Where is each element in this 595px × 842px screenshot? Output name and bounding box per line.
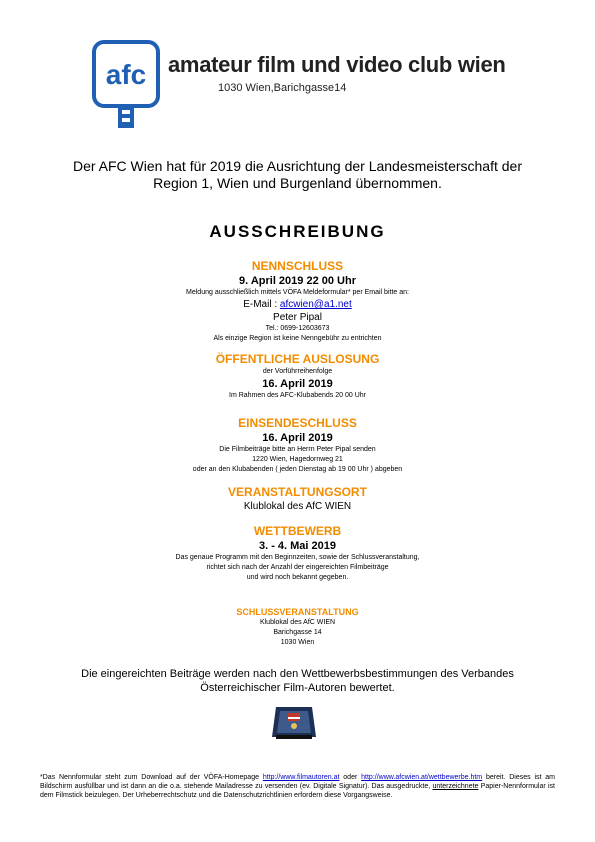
section-wettbewerb — [0, 524, 595, 583]
nennschluss-note: Als einzige Region ist keine Nenngebühr zu entrichten — [213, 335, 382, 342]
contact-tel: Tel.: 0699-12603673 — [265, 325, 330, 332]
wettbewerb-line-1: Das genaue Programm mit den Beginnzeiten, sowie der Schlussveranstaltung, — [175, 554, 420, 561]
veranstaltungsort-heading: VERANSTALTUNGSORT — [228, 485, 367, 499]
closing-line-1: Die eingereichten Beiträge werden nach den Wettbewerbsbestimmungen des Verbandes — [81, 668, 514, 680]
link-afcwien-wettbewerbe[interactable]: http://www.afcwien.at/wettbewerbe.htm — [361, 774, 483, 781]
afc-logo — [92, 40, 162, 130]
section-einsendeschluss — [0, 416, 595, 475]
wettbewerb-heading: WETTBEWERB — [253, 524, 342, 538]
club-name: amateur film und video club wien — [168, 52, 506, 77]
einsendeschluss-line-2: 1220 Wien, Hagedornweg 21 — [252, 456, 343, 463]
schluss-line-1: Klublokal des AfC WIEN — [259, 619, 336, 626]
section-auslosung — [0, 352, 595, 401]
nennschluss-heading: NENNSCHLUSS — [251, 259, 344, 273]
page-title: AUSSCHREIBUNG — [209, 222, 386, 241]
auslosung-note: Im Rahmen des AFC-Klubabends 20 00 Uhr — [229, 392, 366, 399]
section-schlussveranstaltung — [0, 606, 595, 648]
wettbewerb-date: 3. - 4. Mai 2019 — [258, 540, 337, 552]
section-veranstaltungsort — [0, 485, 595, 513]
wettbewerb-line-3: und wird noch bekannt gegeben. — [246, 574, 349, 581]
footnote-text-4: Papier-Nennformular ist dem Filmstick beizulegen. Der Urheberrechtschutz und die Datenschutzrichtlinien erfordern diese Vorgangsweise. — [40, 783, 555, 799]
wettbewerb-line-2: richtet sich nach der Anzahl der eingereichten Filmbeiträge — [206, 564, 389, 571]
auslosung-heading: ÖFFENTLICHE AUSLOSUNG — [215, 352, 380, 366]
closing-text — [40, 667, 555, 695]
nennschluss-date: 9. April 2019 22 00 Uhr — [239, 275, 356, 287]
intro-line-2: Region 1, Wien und Burgenland übernommen. — [153, 175, 442, 191]
logo-text: afc — [105, 59, 147, 90]
link-filmautoren[interactable]: http://www.filmautoren.at — [262, 774, 340, 781]
einsendeschluss-date: 16. April 2019 — [262, 432, 333, 444]
email-link[interactable]: afcwien@a1.net — [279, 299, 352, 310]
einsendeschluss-line-3: oder an den Klubabenden ( jeden Dienstag ab 19 00 Uhr ) abgeben — [192, 466, 403, 473]
email-line — [0, 298, 595, 311]
nennschluss-info: Meldung ausschließlich mittels VÖFA Meldeformular* per Email bitte an: — [186, 289, 409, 296]
schluss-line-3: 1030 Wien — [280, 639, 315, 646]
footnote-text-1: *Das Nennformular steht zum Download auf der VÖFA-Homepage — [40, 774, 263, 781]
footnote-underlined: unterzeichnete — [432, 783, 479, 790]
closing-line-2: Österreichischer Film-Autoren bewertet. — [200, 682, 395, 694]
footnote-text-3: bereit. Dieses ist am Bildschirm ausfüllbar und ist dann an die o.a. stehende Mailadresse zu versenden (ev. Digitale Signatur). Das ausgedruckte, — [40, 774, 556, 790]
einsendeschluss-line-1: Die Filmbeiträge bitte an Herrn Peter Pipal senden — [219, 446, 376, 453]
section-nennschluss — [0, 259, 595, 344]
auslosung-sub: der Vorführreihenfolge — [262, 368, 333, 375]
footnote-text-2: oder — [339, 774, 362, 781]
footnote — [40, 773, 555, 800]
email-label: E-Mail : — [243, 299, 280, 310]
auslosung-date: 16. April 2019 — [262, 378, 333, 390]
intro-text — [40, 158, 555, 192]
contact-name: Peter Pipal — [273, 312, 322, 323]
veranstaltungsort-place: Klublokal des AfC WIEN — [243, 501, 352, 512]
schluss-heading: SCHLUSSVERANSTALTUNG — [236, 607, 359, 617]
club-address: 1030 Wien,Barichgasse14 — [218, 82, 347, 94]
voefa-emblem — [270, 703, 318, 741]
schluss-line-2: Barichgasse 14 — [273, 629, 322, 636]
intro-line-1: Der AFC Wien hat für 2019 die Ausrichtung der Landesmeisterschaft der — [72, 158, 522, 174]
einsendeschluss-heading: EINSENDESCHLUSS — [238, 416, 357, 430]
